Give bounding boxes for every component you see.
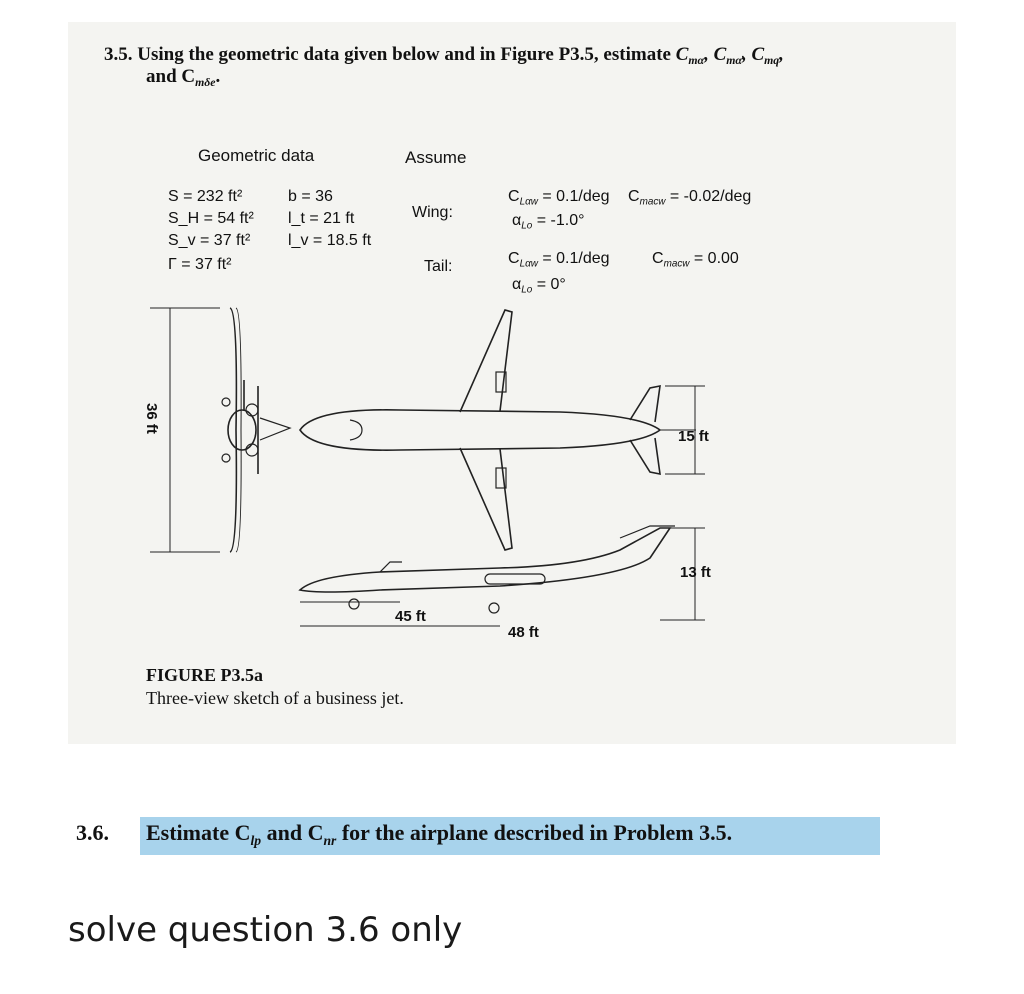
wing-cl-alpha: $C_{L\alpha w} = 0.1/deg$ — [508, 188, 610, 208]
tail-alpha-zero-lift: $\alpha_{Lo} = 0^\circ$ — [512, 276, 566, 296]
figure-description: Three-view sketch of a business jet. — [146, 688, 404, 708]
geo-cell: b = 36 — [288, 188, 333, 205]
wing-alpha-zero-lift: $\alpha_{Lo} = -1.0^\circ$ — [512, 212, 585, 232]
front-length-label: 45 ft — [395, 608, 426, 625]
tail-cm-ac: $C_{macw} = 0.00$ — [652, 250, 739, 270]
problem-3-6-number: 3.6. — [76, 820, 109, 845]
wing-cm-ac: $C_{macw} = -0.02/deg$ — [628, 188, 752, 208]
problem-3-6-text: Estimate $C_{lp}$ and $C_{nr}$ for the airplane described in Problem 3.5. — [146, 820, 733, 848]
top-view-wing-left — [460, 310, 512, 412]
tail-span-label: 15 ft — [678, 428, 709, 445]
figure-caption: FIGURE P3.5a — [146, 665, 263, 685]
height-label: 13 ft — [680, 564, 711, 581]
business-jet-three-view-sketch — [140, 290, 740, 650]
main-gear — [489, 603, 499, 613]
coeff-3: $C_{mq}$, — [751, 44, 784, 68]
span-dimension-label: 36 ft — [143, 403, 160, 434]
tail-label: Tail: — [424, 258, 453, 275]
coeff-1: $C_{m\alpha}$, — [675, 44, 709, 68]
nose-gear — [349, 599, 359, 609]
side-view-fuselage — [300, 528, 670, 592]
geo-cell: l_t = 21 ft — [288, 210, 355, 227]
coeff-2: $C_{m\alphȧ}$, — [713, 44, 747, 68]
geometric-data-heading: Geometric data — [198, 146, 315, 165]
user-instruction: solve question 3.6 only — [68, 910, 463, 950]
top-view-wing-right — [460, 448, 512, 550]
assume-heading: Assume — [405, 148, 467, 167]
geo-cell: l_v = 18.5 ft — [288, 232, 372, 249]
geo-cell: S_H = 54 ft² — [168, 210, 254, 227]
front-view-wing — [230, 308, 236, 552]
geo-cell: S_v = 37 ft² — [168, 232, 251, 249]
geo-cell: Γ = 37 ft² — [168, 256, 232, 273]
tail-cl-alpha: $C_{L\alpha w} = 0.1/deg$ — [508, 250, 610, 270]
geo-cell: S = 232 ft² — [168, 188, 243, 205]
problem-3-5-line2: and $C_{m\delta e}$. — [146, 66, 221, 90]
length-label: 48 ft — [508, 624, 539, 641]
top-view-fuselage — [300, 410, 660, 450]
problem-text: Using the geometric data given below and in Figure P3.5, estimate — [137, 44, 671, 65]
top-view-htail-left — [630, 386, 660, 422]
problem-number: 3.5. — [104, 44, 133, 65]
wing-label: Wing: — [412, 204, 453, 221]
